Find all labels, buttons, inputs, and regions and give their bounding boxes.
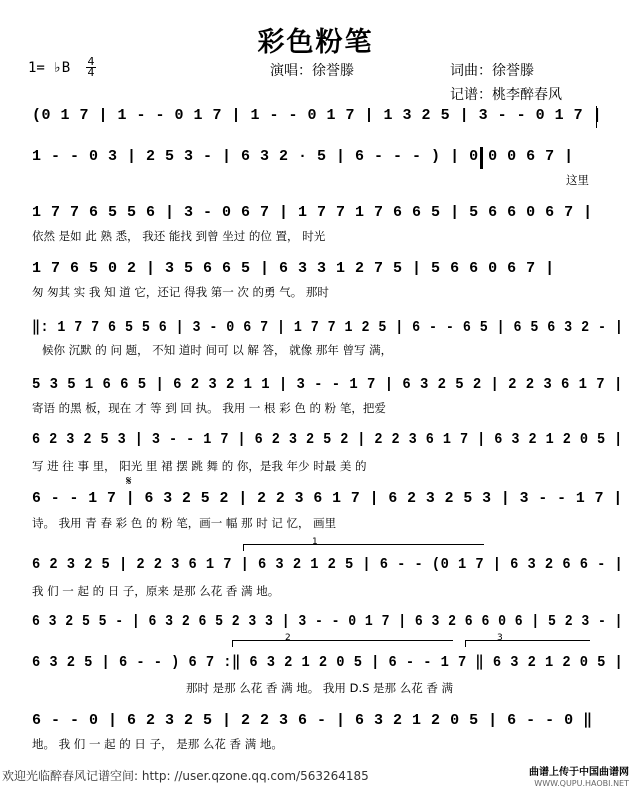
footer-text: 欢迎光临醉春风记谱空间: http: //user.qzone.qq.com/563264185	[2, 769, 369, 783]
lyric-line-5: 候你 沉默 的 问 题， 不知 道时 间可 以 解 答， 就像 那年 曾写 满，	[42, 343, 393, 357]
site-watermark	[529, 767, 629, 789]
notation-line-6: 5 3 5 1 6 6 5 | 6 2 3 2 1 1 | 3 - - 1 7 | 6 3 2 5 2 | 2 2 3 6 1 7 |	[32, 376, 623, 393]
notation-line-12: 6 - - 0 | 6 2 3 2 5 | 2 2 3 6 - | 6 3 2 1 2 0 5 | 6 - - 0 ‖	[32, 712, 593, 729]
singer-credit: 演唱：徐誉滕	[270, 63, 354, 79]
notation-line-9: 6 2 3 2 5 | 2 2 3 6 1 7 | 6 3 2 1 2 5 | 6 - - (0 1 7 | 6 3 2 6 6 - |	[32, 556, 624, 573]
time-sig-bottom: 4	[87, 66, 95, 79]
lyric-line-8: 诗。 我用 青 春 彩 色 的 粉 笔，画一 幅 那 时 记 忆， 画里	[32, 516, 337, 530]
song-title: 彩色粉笔	[257, 27, 374, 58]
ending-bracket-1	[243, 544, 484, 551]
lyric-line-7: 写 进 往 事 里， 阳光 里 裙 摆 跳 舞 的 你，是我 年少 时最 美 的	[32, 459, 367, 473]
notation-line-2: 1 - - 0 3 | 2 5 3 - | 6 3 2 · 5 | 6 - - - ) | 0 0 0 6 7 |	[32, 148, 574, 165]
transcriber-credit: 记谱：桃李醉春风	[450, 87, 562, 103]
time-sig-top: 4	[87, 55, 95, 68]
notation-line-8: 6 - - 1 7 | 6 3 2 5 2 | 2 2 3 6 1 7 | 6 2 3 2 5 3 | 3 - - 1 7 |	[32, 490, 623, 507]
watermark-url: WWW.QUPU.HAOBI.NET	[534, 779, 629, 788]
ending-label-2: 2	[285, 633, 291, 643]
notation-line-10: 6 3 2 5 5 - | 6 3 2 6 5 2 3 3 | 3 - - 0 1 7 | 6 3 2 6 6 0 6 | 5 2 3 - |	[32, 613, 623, 630]
barline	[596, 106, 597, 128]
notation-line-4: 1 7 6 5 0 2 | 3 5 6 6 5 | 6 3 3 1 2 7 5 | 5 6 6 0 6 7 |	[32, 260, 555, 277]
notation-line-11: 6 3 2 5 | 6 - - ) 6 7 :‖ 6 3 2 1 2 0 5 | 6 - - 1 7 ‖ 6 3 2 1 2 0 5 |	[32, 654, 624, 671]
key-signature: 1= ♭B	[28, 60, 71, 76]
notation-line-7: 6 2 3 2 5 3 | 3 - - 1 7 | 6 2 3 2 5 2 | 2 2 3 6 1 7 | 6 3 2 1 2 0 5 |	[32, 431, 623, 448]
ending-label-1: 1	[312, 537, 318, 547]
watermark-name: 曲谱上传于中国曲谱网	[529, 767, 629, 778]
ending-bracket-2	[232, 640, 453, 647]
lyric-line-4: 匆 匆其 实 我 知 道 它，还记 得我 第一 次 的勇 气。 那时	[32, 285, 329, 299]
notation-line-3: 1 7 7 6 5 5 6 | 3 - 0 6 7 | 1 7 7 1 7 6 6 5 | 5 6 6 0 6 7 |	[32, 204, 593, 221]
lyric-line-12: 地。 我 们 一 起 的 日 子， 是那 么花 香 满 地。	[32, 737, 283, 751]
lyric-line-6: 寄语 的黑 板，现在 才 等 到 回 执。 我用 一 根 彩 色 的 粉 笔，把爱	[32, 401, 386, 415]
lyric-line-3: 依然 是如 此 熟 悉， 我还 能找 到曾 坐过 的位 置， 时光	[32, 229, 326, 243]
lyric-line-2: 这里	[566, 173, 589, 187]
double-barline	[480, 147, 483, 169]
notation-line-1: (0 1 7 | 1 - - 0 1 7 | 1 - - 0 1 7 | 1 3 2 5 | 3 - - 0 1 7 |	[32, 107, 603, 124]
ending-label-3: 3	[497, 633, 503, 643]
notation-line-5: ‖: 1 7 7 6 5 5 6 | 3 - 0 6 7 | 1 7 7 1 2 5 | 6 - - 6 5 | 6 5 6 3 2 - |	[32, 319, 624, 336]
ending-bracket-3	[465, 640, 590, 647]
lyric-line-9: 我 们 一 起 的 日 子，原来 是那 么花 香 满 地。	[32, 584, 280, 598]
composer-credit: 词曲：徐誉滕	[450, 63, 534, 79]
segno-sign: 𝄋	[126, 474, 132, 489]
time-signature	[86, 57, 96, 78]
lyric-line-11: 那时 是那 么花 香 满 地。 我用 D.S 是那 么花 香 满	[186, 681, 454, 695]
